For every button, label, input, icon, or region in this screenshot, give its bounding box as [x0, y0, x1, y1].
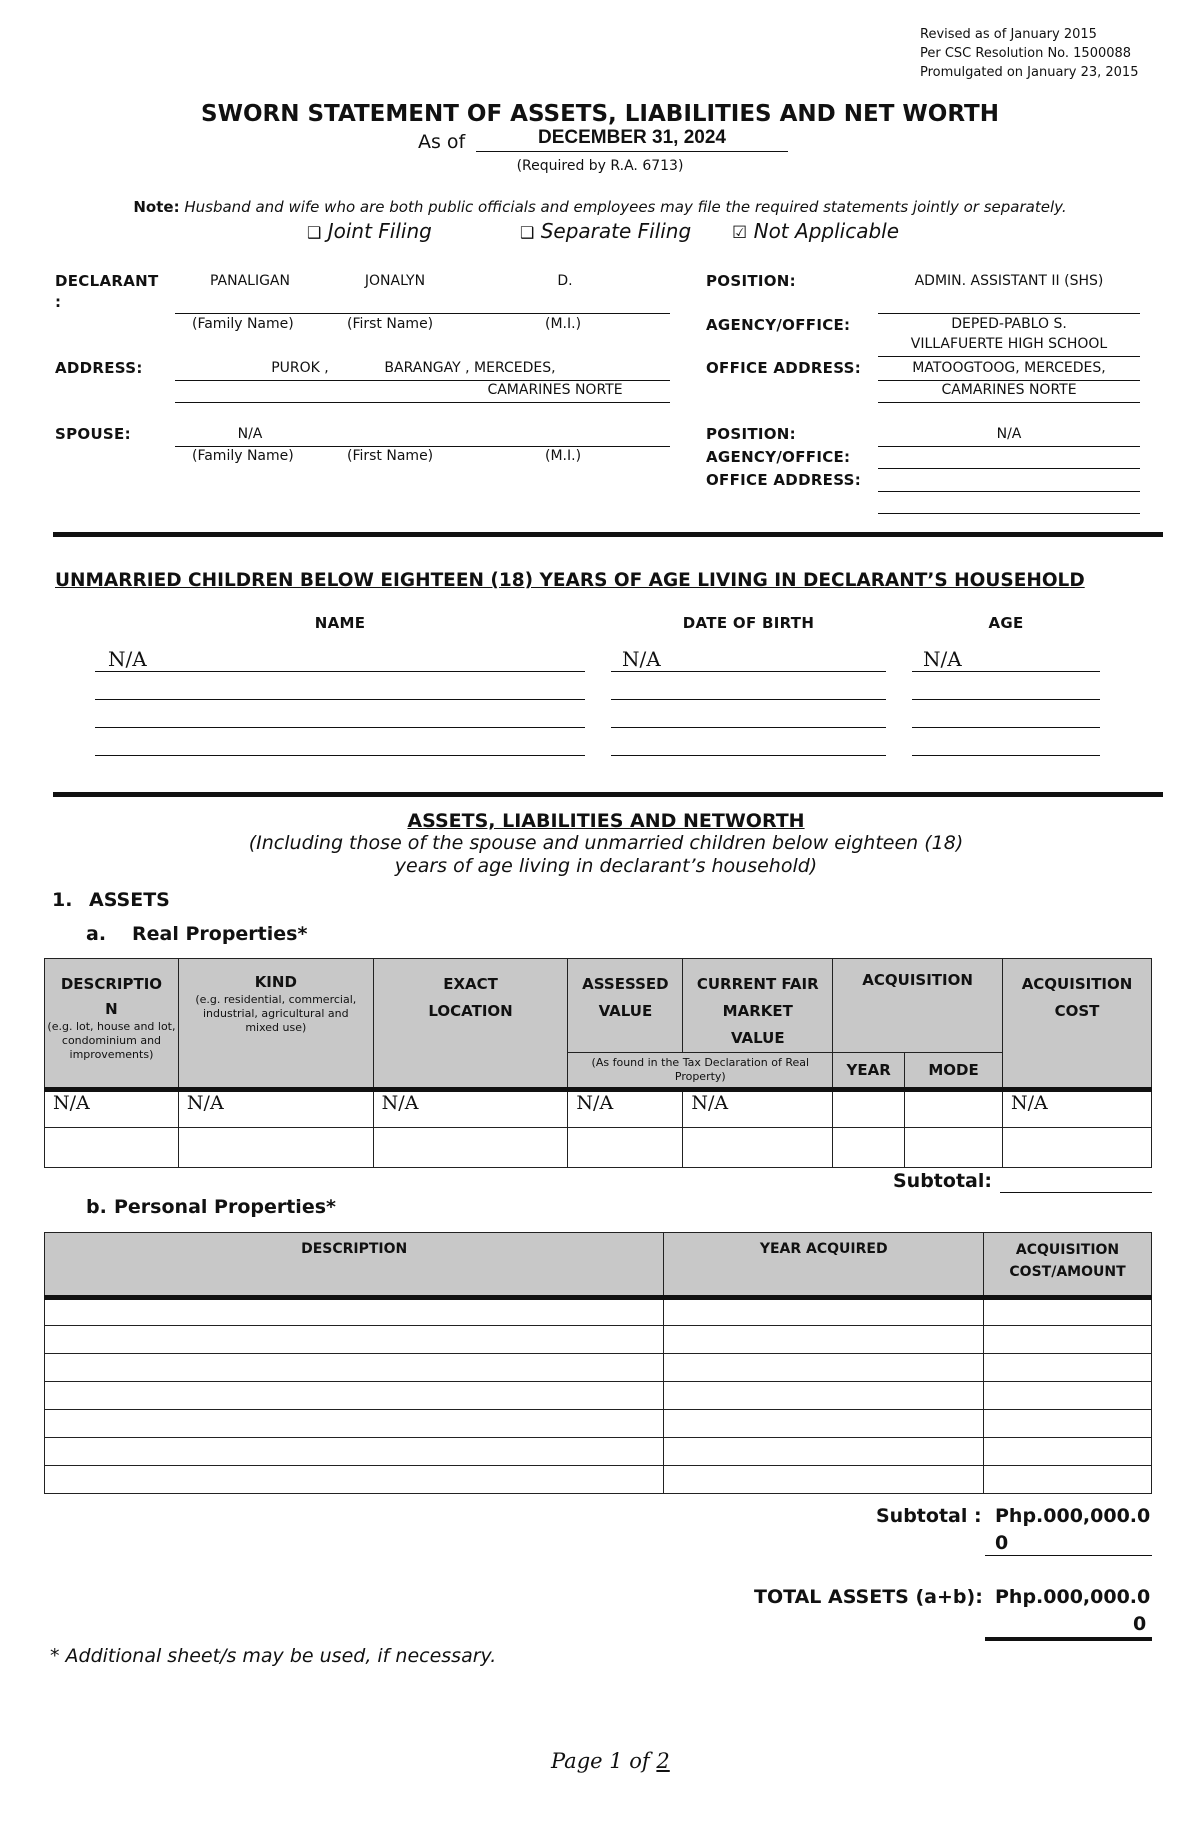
total-assets-underline — [985, 1637, 1152, 1641]
spouse-caption-family: (Family Name) — [192, 448, 294, 464]
header-personal-cost-line-2: COST/AMOUNT — [1009, 1264, 1126, 1280]
personal-cell[interactable] — [45, 1298, 664, 1326]
real-row1-year[interactable] — [833, 1090, 905, 1128]
header-current-fair-value — [683, 959, 833, 1053]
address-line-2-rule — [175, 402, 670, 403]
declarant-family-name[interactable]: PANALIGAN — [209, 273, 290, 289]
spouse-agency-label: AGENCY/OFFICE: — [706, 448, 851, 466]
spouse-caption-mi: (M.I.) — [545, 448, 582, 464]
header-assessed-value — [568, 959, 683, 1053]
revision-note — [920, 25, 1138, 82]
header-acquisition: ACQUISITION — [833, 959, 1003, 1053]
header-cost-line-1: ACQUISITION — [1021, 975, 1133, 993]
header-description-line-1: DESCRIPTIO — [60, 975, 163, 993]
child-dob[interactable]: N/A — [622, 647, 661, 671]
header-tax-declaration-note — [568, 1053, 833, 1090]
header-description-note: (e.g. lot, house and lot, condominium and improvements) — [47, 1020, 176, 1061]
personal-cell[interactable] — [45, 1410, 664, 1438]
header-mode: MODE — [905, 1053, 1003, 1090]
page-number-prefix: Page 1 of — [551, 1749, 657, 1773]
required-by: (Required by R.A. 6713) — [516, 158, 684, 174]
office-address-rule-2 — [878, 402, 1140, 403]
personal-cell[interactable] — [984, 1326, 1152, 1354]
child-name-line-2 — [95, 699, 585, 700]
page-number — [551, 1749, 670, 1773]
header-location-line-1: EXACT — [443, 975, 498, 993]
address-line-1 — [175, 380, 670, 381]
real-properties-table — [44, 958, 1152, 1168]
children-heading: UNMARRIED CHILDREN BELOW EIGHTEEN (18) YEARS OF AGE LIVING IN DECLARANT’S HOUSEHOLD — [55, 570, 1085, 591]
header-cost-line-2: COST — [1054, 1002, 1100, 1020]
checkbox-unchecked-icon: ❑ — [307, 223, 322, 242]
personal-cell[interactable] — [664, 1354, 984, 1382]
personal-properties-table — [44, 1232, 1152, 1494]
section-divider-2 — [53, 792, 1163, 797]
header-kind-note: (e.g. residential, commercial, industrial, agricultural and mixed use) — [195, 993, 357, 1034]
personal-properties-letter: b. — [86, 1196, 107, 1218]
declarant-colon: : — [55, 293, 62, 311]
option-joint-filing[interactable] — [307, 219, 432, 243]
section-divider-1 — [53, 532, 1163, 537]
child-dob-line-2 — [611, 699, 886, 700]
table-row — [45, 1382, 1152, 1410]
caption-mi: (M.I.) — [545, 316, 582, 332]
real-subtotal-line — [1000, 1192, 1152, 1193]
header-fair-line-3: VALUE — [730, 1029, 785, 1047]
separate-filing-label: Separate Filing — [540, 219, 692, 243]
children-col-name: NAME — [314, 614, 366, 632]
table-row — [45, 1410, 1152, 1438]
header-personal-description: DESCRIPTION — [45, 1233, 664, 1298]
real-row2-cell[interactable] — [683, 1128, 833, 1168]
spouse-family-name[interactable]: N/A — [237, 426, 263, 442]
real-row2-cell[interactable] — [568, 1128, 683, 1168]
table-row — [45, 1354, 1152, 1382]
child-dob-line-1 — [611, 671, 886, 672]
total-assets-value-1[interactable]: Php.000,000.0 — [995, 1586, 1151, 1608]
child-age[interactable]: N/A — [923, 647, 962, 671]
option-separate-filing[interactable] — [520, 219, 691, 243]
personal-cell[interactable] — [984, 1382, 1152, 1410]
office-address-rule-1 — [878, 380, 1140, 381]
spouse-caption-first: (First Name) — [347, 448, 434, 464]
child-dob-line-3 — [611, 727, 886, 728]
agency-line-2[interactable]: VILLAFUERTE HIGH SCHOOL — [910, 336, 1108, 352]
note-text: Husband and wife who are both public officials and employees may file the required statements jointly or separately. — [184, 198, 1067, 216]
real-row1-mode[interactable] — [905, 1090, 1003, 1128]
agency-label: AGENCY/OFFICE: — [706, 316, 851, 334]
declarant-first-name[interactable]: JONALYN — [364, 273, 426, 289]
children-col-dob: DATE OF BIRTH — [682, 614, 815, 632]
revision-line-2: Per CSC Resolution No. 1500088 — [920, 46, 1132, 61]
personal-cell[interactable] — [664, 1382, 984, 1410]
child-name[interactable]: N/A — [108, 647, 147, 671]
tax-declaration-note: (As found in the Tax Declaration of Real Property) — [591, 1056, 810, 1083]
office-address-label: OFFICE ADDRESS: — [706, 359, 862, 377]
declarant-label: DECLARANT — [55, 272, 159, 290]
position-label: POSITION: — [706, 272, 796, 290]
personal-cell[interactable] — [45, 1466, 664, 1494]
child-name-line-3 — [95, 727, 585, 728]
address-purok[interactable]: PUROK , — [271, 360, 329, 376]
header-description — [45, 959, 179, 1090]
children-col-age: AGE — [988, 614, 1024, 632]
personal-cell[interactable] — [45, 1382, 664, 1410]
caption-first-name: (First Name) — [347, 316, 434, 332]
header-assessed-line-1: ASSESSED — [582, 975, 669, 993]
table-row — [45, 1090, 1152, 1128]
real-row2-cell[interactable] — [373, 1128, 568, 1168]
as-of-label: As of — [418, 131, 466, 153]
real-row1-kind[interactable]: N/A — [178, 1090, 373, 1128]
total-assets-value-2[interactable]: 0 — [1133, 1613, 1147, 1635]
real-properties-heading: Real Properties* — [132, 923, 308, 945]
revision-line-1: Revised as of January 2015 — [920, 27, 1097, 42]
as-of-underline — [476, 151, 788, 152]
header-year-acquired: YEAR ACQUIRED — [664, 1233, 984, 1298]
position-line — [878, 313, 1140, 314]
alnw-subtitle-2: years of age living in declarant’s household) — [394, 855, 818, 877]
personal-subtotal-label: Subtotal : — [876, 1505, 982, 1527]
personal-cell[interactable] — [984, 1298, 1152, 1326]
real-row1-cost[interactable]: N/A — [1003, 1090, 1152, 1128]
header-acquisition-cost — [1003, 959, 1152, 1090]
real-row2-cell[interactable] — [178, 1128, 373, 1168]
agency-line-1[interactable]: DEPED-PABLO S. — [951, 316, 1067, 332]
header-fair-line-2: MARKET — [722, 1002, 793, 1020]
child-age-line-3 — [912, 727, 1100, 728]
table-row — [45, 1128, 1152, 1168]
real-row2-cell[interactable] — [45, 1128, 179, 1168]
spouse-label: SPOUSE: — [55, 425, 131, 443]
personal-cell[interactable] — [45, 1326, 664, 1354]
spouse-office-address-line-1 — [878, 491, 1140, 492]
footnote: * Additional sheet/s may be used, if necessary. — [50, 1645, 497, 1667]
header-year: YEAR — [833, 1053, 905, 1090]
header-location-line-2: LOCATION — [428, 1002, 513, 1020]
spouse-name-line — [175, 446, 670, 447]
real-row2-cell[interactable] — [833, 1128, 905, 1168]
address-line-2[interactable]: CAMARINES NORTE — [487, 382, 623, 398]
header-personal-cost — [984, 1233, 1152, 1298]
address-barangay[interactable]: BARANGAY , MERCEDES, — [384, 360, 556, 376]
table-row — [45, 1298, 1152, 1326]
spouse-position-label: POSITION: — [706, 425, 796, 443]
spouse-position-line — [878, 446, 1140, 447]
real-row2-cell[interactable] — [905, 1128, 1003, 1168]
total-assets-label: TOTAL ASSETS (a+b): — [754, 1586, 983, 1608]
header-fair-line-1: CURRENT FAIR — [696, 975, 819, 993]
table-row — [45, 1466, 1152, 1494]
header-kind — [178, 959, 373, 1090]
child-name-line-4 — [95, 755, 585, 756]
office-address-line-2[interactable]: CAMARINES NORTE — [941, 382, 1077, 398]
header-kind-title: KIND — [254, 973, 297, 991]
real-row1-description[interactable]: N/A — [45, 1090, 179, 1128]
real-row1-location[interactable]: N/A — [373, 1090, 568, 1128]
table-row — [45, 1438, 1152, 1466]
child-age-line-1 — [912, 671, 1100, 672]
agency-line — [878, 356, 1140, 357]
real-row2-cell[interactable] — [1003, 1128, 1152, 1168]
personal-cell[interactable] — [984, 1410, 1152, 1438]
position-value[interactable]: ADMIN. ASSISTANT II (SHS) — [914, 273, 1104, 289]
personal-cell[interactable] — [664, 1466, 984, 1494]
header-personal-cost-line-1: ACQUISITION — [1015, 1242, 1120, 1258]
child-age-line-4 — [912, 755, 1100, 756]
personal-subtotal-value-1[interactable]: Php.000,000.0 — [995, 1505, 1151, 1527]
personal-cell[interactable] — [664, 1326, 984, 1354]
spouse-office-address-line-2 — [878, 513, 1140, 514]
personal-cell[interactable] — [984, 1354, 1152, 1382]
office-address-line-1[interactable]: MATOOGTOOG, MERCEDES, — [912, 360, 1106, 376]
spouse-agency-line — [878, 468, 1140, 469]
child-age-line-2 — [912, 699, 1100, 700]
checkbox-checked-icon: ☑ — [732, 223, 748, 243]
not-applicable-label: Not Applicable — [753, 219, 899, 243]
joint-filing-label: Joint Filing — [327, 219, 432, 243]
header-exact-location — [373, 959, 568, 1090]
child-dob-line-4 — [611, 755, 886, 756]
assets-heading: ASSETS — [89, 889, 170, 911]
personal-cell[interactable] — [45, 1354, 664, 1382]
option-not-applicable[interactable] — [732, 219, 899, 243]
page-title: SWORN STATEMENT OF ASSETS, LIABILITIES AND NET WORTH — [201, 101, 999, 127]
header-description-line-2: N — [105, 1000, 118, 1018]
note — [0, 198, 1200, 216]
header-assessed-line-2: VALUE — [598, 1002, 653, 1020]
table-row — [45, 1326, 1152, 1354]
personal-cell[interactable] — [45, 1438, 664, 1466]
declarant-mi[interactable]: D. — [557, 273, 573, 289]
personal-cell[interactable] — [664, 1410, 984, 1438]
personal-cell[interactable] — [984, 1438, 1152, 1466]
assets-number: 1. — [52, 889, 73, 911]
revision-line-3: Promulgated on January 23, 2015 — [920, 65, 1139, 80]
personal-properties-heading: Personal Properties* — [114, 1196, 336, 1218]
declarant-name-line — [175, 313, 670, 314]
personal-cell[interactable] — [984, 1466, 1152, 1494]
personal-subtotal-line — [985, 1555, 1152, 1556]
alnw-heading: ASSETS, LIABILITIES AND NETWORTH — [407, 810, 805, 832]
personal-cell[interactable] — [664, 1298, 984, 1326]
real-subtotal-label: Subtotal: — [893, 1170, 992, 1192]
real-properties-letter: a. — [86, 923, 107, 945]
alnw-subtitle-1: (Including those of the spouse and unmarried children below eighteen (18) — [248, 832, 964, 854]
as-of-date: DECEMBER 31, 2024 — [538, 127, 726, 148]
spouse-office-address-label: OFFICE ADDRESS: — [706, 471, 862, 489]
real-row1-assessed[interactable]: N/A — [568, 1090, 683, 1128]
checkbox-unchecked-icon: ❑ — [520, 223, 535, 242]
real-row1-fair-value[interactable]: N/A — [683, 1090, 833, 1128]
note-label: Note: — [133, 198, 180, 216]
spouse-position-value[interactable]: N/A — [996, 426, 1022, 442]
caption-family-name: (Family Name) — [192, 316, 294, 332]
personal-subtotal-value-2[interactable]: 0 — [995, 1532, 1009, 1554]
page-total: 2 — [656, 1749, 670, 1773]
personal-cell[interactable] — [664, 1438, 984, 1466]
address-label: ADDRESS: — [55, 359, 143, 377]
child-name-line-1 — [95, 671, 585, 672]
